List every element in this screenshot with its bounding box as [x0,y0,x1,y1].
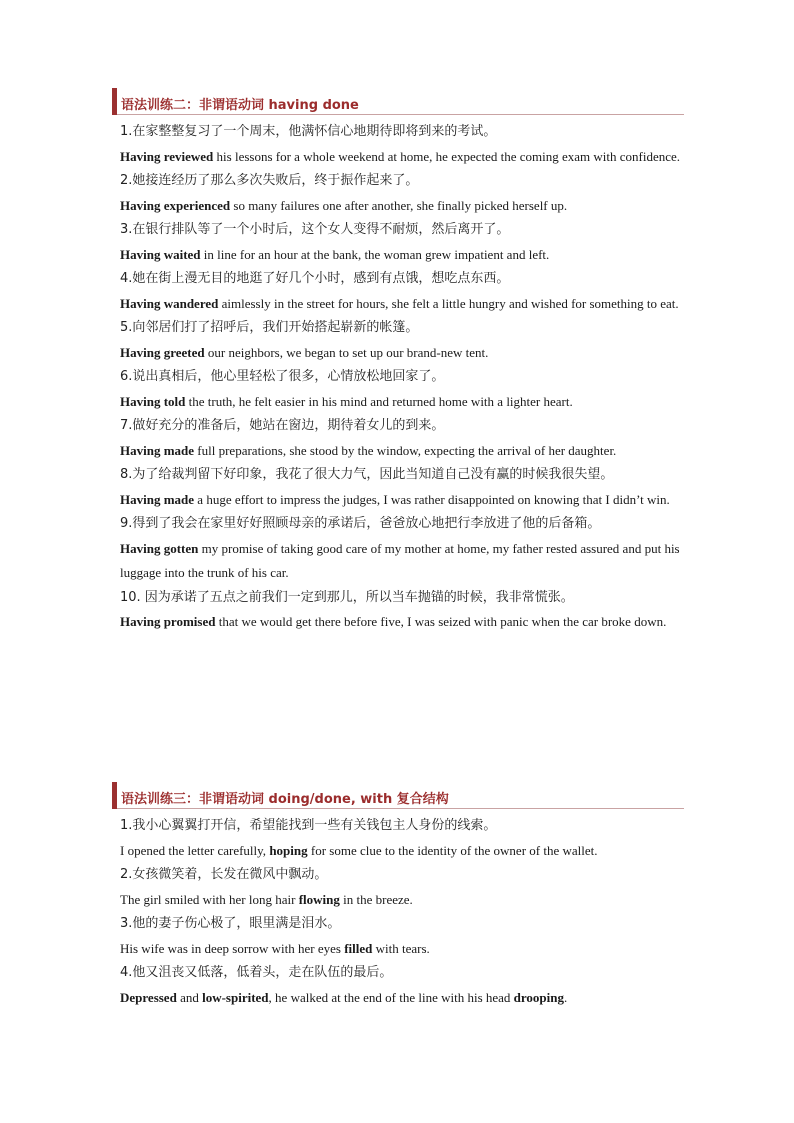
english-translation [120,292,684,317]
translation-text: . [564,989,568,1005]
key-phrase: flowing [298,891,340,907]
english-translation [120,839,684,864]
chinese-sentence: 10. 因为承诺了五点之前我们一定到那儿，所以当车抛锚的时候，我非常慌张。 [120,589,574,605]
chinese-sentence: 3.在银行排队等了一个小时后，这个女人变得不耐烦，然后离开了。 [120,222,510,237]
key-phrase: Having made [120,491,195,507]
english-translation [120,439,684,464]
english-translation [120,937,684,962]
exercise-item [112,814,684,863]
chinese-sentence: 4.她在街上漫无目的地逛了好几个小时，感到有点饿，想吃点东西。 [120,271,510,286]
english-translation [120,488,684,513]
section-marker-bar [112,782,117,809]
section-marker-bar [112,88,117,115]
key-phrase: Having greeted [120,344,205,360]
translation-text: that we would get there before five, I was seized with panic when the car broke down. [215,614,667,629]
english-translation [120,986,684,1011]
exercise-item [112,512,684,586]
translation-text: his lessons for a whole weekend at home, he expected the coming exam with confidence. [213,148,681,164]
chinese-sentence: 8.为了给裁判留下好印象，我花了很大力气，因此当知道自己没有赢的时候我很失望。 [120,467,614,482]
translation-text: I opened the letter carefully, [120,842,270,858]
exercise-list [112,120,684,635]
key-phrase: Having told [120,393,186,409]
translation-text: , he walked at the end of the line with his head [268,989,514,1005]
key-phrase: hoping [269,842,308,858]
translation-text: in line for an hour at the bank, the woman grew impatient and left. [200,246,550,262]
key-phrase: drooping [513,989,565,1005]
section-doing-done-with [112,782,684,1010]
chinese-sentence: 1.在家整整复习了一个周末，他满怀信心地期待即将到来的考试。 [120,124,497,139]
translation-text: aimlessly in the street for hours, she felt a little hungry and wished for something to eat. [218,295,679,311]
key-phrase: Having waited [120,246,201,262]
section-title: 语法训练二：非谓语动词 having done [121,98,359,113]
key-phrase: Having wandered [120,295,219,311]
translation-text: for some clue to the identity of the owner of the wallet. [307,842,598,858]
exercise-item [112,912,684,961]
english-translation [120,341,684,366]
translation-text: so many failures one after another, she finally picked herself up. [230,197,568,213]
english-translation [120,610,684,635]
translation-text: my promise of taking good care of my mother at home, my father rested assured and put his luggage into the trunk of his car. [120,540,680,580]
section-header [112,782,684,809]
chinese-sentence: 2.她接连经历了那么多次失败后，终于振作起来了。 [120,173,419,188]
exercise-item [112,586,684,635]
exercise-item [112,169,684,218]
exercise-item [112,365,684,414]
exercise-item [112,120,684,169]
translation-text: and [176,989,203,1005]
chinese-sentence: 5.向邻居们打了招呼后，我们开始搭起崭新的帐篷。 [120,320,419,335]
key-phrase: Having reviewed [120,148,214,164]
translation-text: with tears. [372,940,430,956]
chinese-sentence: 1.我小心翼翼打开信，希望能找到一些有关钱包主人身份的线索。 [120,818,497,833]
translation-text: in the breeze. [339,891,413,907]
translation-text: His wife was in deep sorrow with her eyes [120,940,345,956]
key-phrase: low-spirited [202,989,269,1005]
exercise-item [112,267,684,316]
exercise-item [112,463,684,512]
english-translation [120,145,684,170]
exercise-item [112,863,684,912]
english-translation [120,243,684,268]
translation-text: The girl smiled with her long hair [120,891,299,907]
translation-text: a huge effort to impress the judges, I was rather disappointed on knowing that I didn’t win. [194,491,670,507]
key-phrase: Having promised [120,614,216,629]
chinese-sentence: 2.女孩微笑着，长发在微风中飘动。 [120,867,328,882]
chinese-sentence: 7.做好充分的准备后，她站在窗边，期待着女儿的到来。 [120,418,445,433]
chinese-sentence: 9.得到了我会在家里好好照顾母亲的承诺后，爸爸放心地把行李放进了他的后备箱。 [120,516,601,531]
key-phrase: Having experienced [120,197,231,213]
english-translation [120,194,684,219]
exercise-item [112,316,684,365]
exercise-item [112,414,684,463]
chinese-sentence: 6.说出真相后，他心里轻松了很多，心情放松地回家了。 [120,369,445,384]
key-phrase: Having made [120,442,195,458]
chinese-sentence: 4.他又沮丧又低落，低着头，走在队伍的最后。 [120,965,393,980]
english-translation [120,888,684,913]
section-title: 语法训练三：非谓语动词 doing/done, with 复合结构 [121,792,449,807]
english-translation [120,537,684,586]
key-phrase: Depressed [120,989,177,1005]
translation-text: full preparations, she stood by the window, expecting the arrival of her daughter. [194,442,617,458]
key-phrase: filled [344,940,373,956]
exercise-list [112,814,684,1010]
exercise-item [112,961,684,1010]
translation-text: our neighbors, we began to set up our brand-new tent. [204,344,489,360]
key-phrase: Having gotten [120,540,199,556]
section-having-done [112,88,684,635]
section-header [112,88,684,115]
chinese-sentence: 3.他的妻子伤心极了，眼里满是泪水。 [120,916,341,931]
english-translation [120,390,684,415]
exercise-item [112,218,684,267]
translation-text: the truth, he felt easier in his mind and returned home with a lighter heart. [185,393,573,409]
